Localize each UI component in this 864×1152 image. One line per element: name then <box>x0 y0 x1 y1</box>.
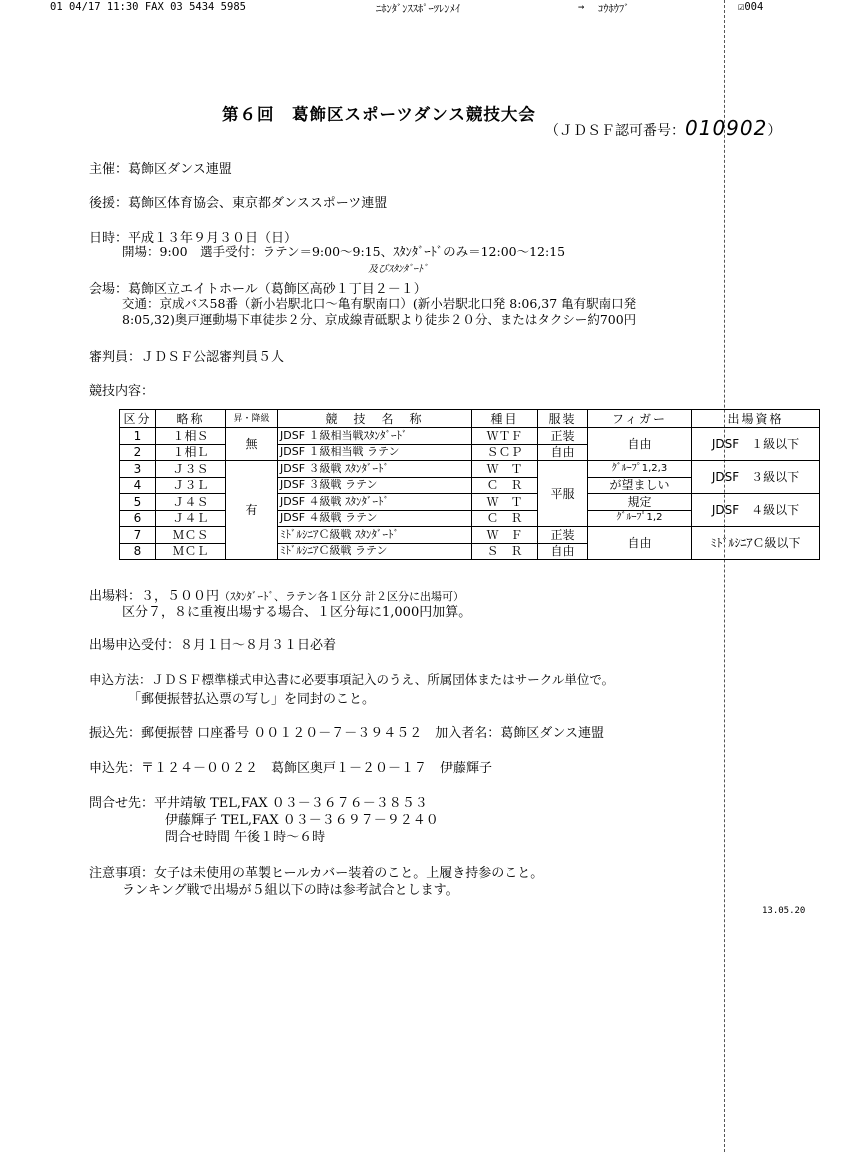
fax-header-dest: ｺｳﾎｳﾌﾞ <box>598 3 630 15</box>
row-abbr: Ｊ４Ｌ <box>156 510 226 527</box>
row-dances: ＳＣＰ <box>472 444 538 461</box>
fax-header-page: ☑004 <box>738 1 764 13</box>
row-division: 3 <box>120 461 156 478</box>
entry-period: 出場申込受付：８月１日～８月３１日必着 <box>89 638 337 653</box>
row-dress: 正装 <box>538 428 588 445</box>
header-qualification: 出場資格 <box>692 410 820 428</box>
table-row <box>120 428 820 445</box>
row-figure: 規定 <box>588 494 692 511</box>
row-event-name: JDSF ４級戦 ラテン <box>278 510 472 527</box>
row-figure: 自由 <box>588 527 692 560</box>
row-dress: 平服 <box>538 461 588 527</box>
row-event-name: ﾐﾄﾞﾙｼﾆｱＣ級戦 ラテン <box>278 543 472 560</box>
fax-header-arrow: → <box>578 1 585 13</box>
row-promotion: 有 <box>226 461 278 560</box>
supporters: 後援：葛飾区体育協会、東京都ダンススポーツ連盟 <box>89 196 388 211</box>
header-promotion: 昇・降級 <box>226 410 278 428</box>
fee-detail: （ｽﾀﾝﾀﾞｰﾄﾞ、ラテン各１区分 計２区分に出場可） <box>219 590 464 603</box>
permit-number-handwritten: 010902 <box>685 116 768 140</box>
send-to: 申込先：〒１２４－００２２ 葛飾区奥戸１－２０－１７ 伊藤輝子 <box>89 761 493 776</box>
document-title: 第６回 葛飾区スポーツダンス競技大会 <box>222 105 536 124</box>
row-qualification: JDSF ４級以下 <box>692 494 820 527</box>
row-dances: ＷＴＦ <box>472 428 538 445</box>
row-division: 1 <box>120 428 156 445</box>
row-event-name: JDSF ４級戦 ｽﾀﾝﾀﾞｰﾄﾞ <box>278 494 472 511</box>
organizer: 主催：葛飾区ダンス連盟 <box>89 162 232 177</box>
row-qualification: JDSF ３級以下 <box>692 461 820 494</box>
header-event-name: 競 技 名 称 <box>278 410 472 428</box>
row-dances: Ｗ Ｆ <box>472 527 538 544</box>
fee-line2: 区分７，８に重複出場する場合、１区分毎に1,000円加算。 <box>122 605 472 620</box>
contact-line2: 伊藤輝子 TEL,FAX ０３－３６９７－９２４０ <box>165 813 439 828</box>
header-division: 区分 <box>120 410 156 428</box>
notes-line1: 注意事項：女子は未使用の革製ヒールカバー装着のこと。上履き持参のこと。 <box>89 866 544 881</box>
row-promotion: 無 <box>226 428 278 461</box>
contact-line1: 問合せ先：平井靖敏 TEL,FAX ０３－３６７６－３８５３ <box>89 796 428 811</box>
row-abbr: Ｊ３Ｌ <box>156 477 226 494</box>
row-division: 7 <box>120 527 156 544</box>
row-division: 4 <box>120 477 156 494</box>
row-abbr: ＭＣＬ <box>156 543 226 560</box>
row-dances: Ｓ Ｒ <box>472 543 538 560</box>
row-division: 6 <box>120 510 156 527</box>
header-dances: 種目 <box>472 410 538 428</box>
row-qualification: JDSF １級以下 <box>692 428 820 461</box>
header-figure: フィガー <box>588 410 692 428</box>
date-stamp: 13.05.20 <box>762 906 806 916</box>
row-abbr: １相Ｌ <box>156 444 226 461</box>
venue-line3: 8:05,32)奥戸運動場下車徒歩２分、京成線青砥駅より徒歩２０分、またはタクシー約700円 <box>122 312 637 327</box>
table-row <box>120 461 820 478</box>
fax-header-sender: ﾆﾎﾝﾀﾞﾝｽｽﾎﾟｰﾂﾚﾝﾒｲ <box>376 3 460 15</box>
row-qualification: ﾐﾄﾞﾙｼﾆｱＣ級以下 <box>692 527 820 560</box>
row-dances: Ｗ Ｔ <box>472 461 538 478</box>
row-figure: ｸﾞﾙｰﾌﾟ1,2,3 <box>588 461 692 478</box>
permit-close: ） <box>767 123 782 139</box>
row-division: 5 <box>120 494 156 511</box>
datetime-line2: 開場：9:00 選手受付：ラテン＝9:00～9:15、ｽﾀﾝﾀﾞｰﾄﾞのみ＝12:00～12:15 <box>122 244 566 259</box>
row-division: 2 <box>120 444 156 461</box>
competition-table <box>119 409 820 560</box>
row-dances: Ｃ Ｒ <box>472 477 538 494</box>
row-dances: Ｃ Ｒ <box>472 510 538 527</box>
row-event-name: JDSF ３級戦 ラテン <box>278 477 472 494</box>
table-row <box>120 527 820 544</box>
row-figure: ｸﾞﾙｰﾌﾟ1,2 <box>588 510 692 527</box>
table-row <box>120 494 820 511</box>
contact-line3: 問合せ時間 午後１時～６時 <box>165 830 326 845</box>
judges: 審判員：ＪＤＳＦ公認審判員５人 <box>89 350 285 365</box>
fax-fold-line <box>724 0 725 1152</box>
venue-line2: 交通：京成バス58番（新小岩駅北口～亀有駅南口）(新小岩駅北口発 8:06,37 亀有駅南口発 <box>122 296 637 311</box>
header-abbr: 略称 <box>156 410 226 428</box>
datetime-line1: 日時：平成１３年９月３０日（日） <box>89 231 298 246</box>
row-dances: Ｗ Ｔ <box>472 494 538 511</box>
fee-amount: 出場料：３，５００円 <box>89 589 220 604</box>
apply-method-line1: 申込方法：ＪＤＳＦ標準様式申込書に必要事項記入のうえ、所属団体またはサークル単位で。 <box>89 672 615 687</box>
datetime-line3: 及びｽﾀﾝﾀﾞｰﾄﾞ <box>368 264 428 275</box>
permit-label: （ＪＤＳＦ認可番号： <box>545 123 685 139</box>
row-abbr: ＭＣＳ <box>156 527 226 544</box>
row-abbr: １相Ｓ <box>156 428 226 445</box>
venue-line1: 会場：葛飾区立エイトホール（葛飾区高砂１丁目２－１） <box>89 282 427 297</box>
row-event-name: ﾐﾄﾞﾙｼﾆｱＣ級戦 ｽﾀﾝﾀﾞｰﾄﾞ <box>278 527 472 544</box>
row-division: 8 <box>120 543 156 560</box>
row-abbr: Ｊ４Ｓ <box>156 494 226 511</box>
row-event-name: JDSF １級相当戦ｽﾀﾝﾀﾞｰﾄﾞ <box>278 428 472 445</box>
apply-method-line2: 「郵便振替払込票の写し」を同封のこと。 <box>128 692 376 707</box>
table-header-row <box>120 410 820 428</box>
row-dress: 自由 <box>538 543 588 560</box>
header-dress: 服装 <box>538 410 588 428</box>
row-event-name: JDSF ３級戦 ｽﾀﾝﾀﾞｰﾄﾞ <box>278 461 472 478</box>
fax-header-left: 01 04/17 11:30 FAX 03 5434 5985 <box>50 1 246 13</box>
row-dress: 自由 <box>538 444 588 461</box>
notes-line2: ランキング戦で出場が５組以下の時は参考試合とします。 <box>122 883 459 898</box>
transfer-account: 振込先：郵便振替 口座番号 ００１２０－７－３９４５２ 加入者名：葛飾区ダンス連盟 <box>89 726 605 741</box>
row-figure: が望ましい <box>588 477 692 494</box>
row-event-name: JDSF １級相当戦 ラテン <box>278 444 472 461</box>
row-dress: 正装 <box>538 527 588 544</box>
permit-line <box>545 116 781 140</box>
row-abbr: Ｊ３Ｓ <box>156 461 226 478</box>
row-figure: 自由 <box>588 428 692 461</box>
events-label: 競技内容： <box>89 384 155 399</box>
